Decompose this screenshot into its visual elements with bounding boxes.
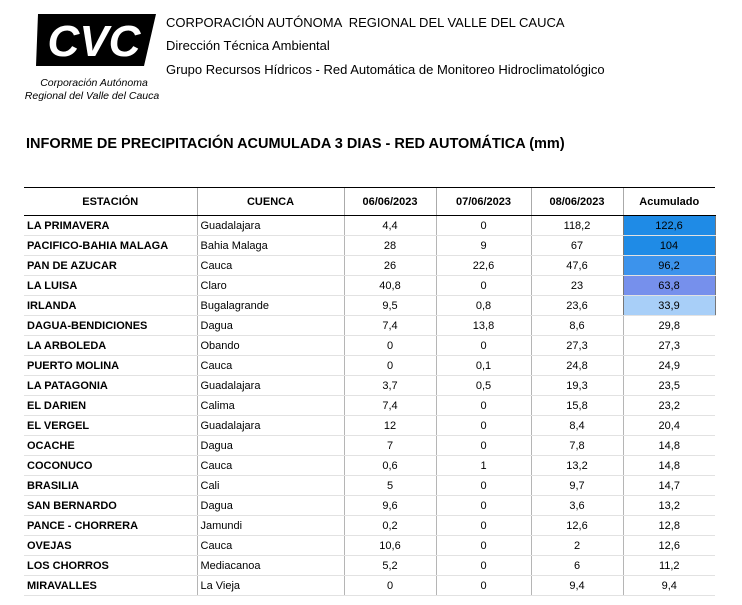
station-cell: PAN DE AZUCAR (24, 256, 197, 276)
table-row (24, 376, 715, 396)
day1-cell: 7,4 (344, 316, 436, 336)
accumulated-cell: 27,3 (623, 336, 715, 356)
basin-cell: Dagua (197, 316, 344, 336)
day1-cell: 9,6 (344, 496, 436, 516)
day1-cell: 28 (344, 236, 436, 256)
day1-cell: 5 (344, 476, 436, 496)
table-row (24, 276, 715, 296)
day3-cell: 19,3 (531, 376, 623, 396)
column-header-station: ESTACIÓN (24, 188, 197, 216)
logo-mark-text: CVC (47, 17, 141, 66)
cvc-logo (24, 8, 160, 104)
report-title: INFORME DE PRECIPITACIÓN ACUMULADA 3 DIAS - RED AUTOMÁTICA (mm) (26, 136, 565, 152)
table-row (24, 316, 715, 336)
station-cell: EL VERGEL (24, 416, 197, 436)
table-row (24, 416, 715, 436)
basin-cell: Cauca (197, 536, 344, 556)
basin-cell: Calima (197, 396, 344, 416)
day3-cell: 67 (531, 236, 623, 256)
direction-name: Dirección Técnica Ambiental (166, 38, 330, 53)
day2-cell: 13,8 (436, 316, 531, 336)
column-header-date-3: 08/06/2023 (531, 188, 623, 216)
basin-cell: Cali (197, 476, 344, 496)
day3-cell: 9,4 (531, 576, 623, 596)
station-cell: PANCE - CHORRERA (24, 516, 197, 536)
basin-cell: Dagua (197, 436, 344, 456)
station-cell: EL DARIEN (24, 396, 197, 416)
day3-cell: 3,6 (531, 496, 623, 516)
day1-cell: 7,4 (344, 396, 436, 416)
day2-cell: 0 (436, 216, 531, 236)
logo-subtitle-line1: Corporación Autónoma (40, 77, 148, 89)
day3-cell: 24,8 (531, 356, 623, 376)
station-cell: LA PATAGONIA (24, 376, 197, 396)
table-row (24, 236, 715, 256)
day3-cell: 23,6 (531, 296, 623, 316)
day3-cell: 15,8 (531, 396, 623, 416)
day2-cell: 0,8 (436, 296, 531, 316)
day3-cell: 13,2 (531, 456, 623, 476)
table-row (24, 436, 715, 456)
day2-cell: 0 (436, 396, 531, 416)
day3-cell: 12,6 (531, 516, 623, 536)
basin-cell: Guadalajara (197, 416, 344, 436)
day2-cell: 0 (436, 336, 531, 356)
column-header-basin: CUENCA (197, 188, 344, 216)
day3-cell: 8,6 (531, 316, 623, 336)
day3-cell: 47,6 (531, 256, 623, 276)
accumulated-cell: 14,8 (623, 456, 715, 476)
table-row (24, 496, 715, 516)
day1-cell: 12 (344, 416, 436, 436)
day2-cell: 0 (436, 416, 531, 436)
table-row (24, 336, 715, 356)
day1-cell: 0 (344, 356, 436, 376)
table-row (24, 216, 715, 236)
station-cell: OVEJAS (24, 536, 197, 556)
table-header-row (24, 188, 715, 216)
day2-cell: 0 (436, 476, 531, 496)
accumulated-cell: 14,7 (623, 476, 715, 496)
basin-cell: Jamundi (197, 516, 344, 536)
station-cell: COCONUCO (24, 456, 197, 476)
column-header-date-1: 06/06/2023 (344, 188, 436, 216)
org-name: CORPORACIÓN AUTÓNOMA REGIONAL DEL VALLE DEL CAUCA (166, 15, 565, 30)
table-row (24, 576, 715, 596)
station-cell: PACIFICO-BAHIA MALAGA (24, 236, 197, 256)
day1-cell: 4,4 (344, 216, 436, 236)
day1-cell: 40,8 (344, 276, 436, 296)
station-cell: DAGUA-BENDICIONES (24, 316, 197, 336)
day1-cell: 7 (344, 436, 436, 456)
accumulated-cell: 96,2 (623, 256, 715, 276)
accumulated-cell: 20,4 (623, 416, 715, 436)
station-cell: OCACHE (24, 436, 197, 456)
basin-cell: Claro (197, 276, 344, 296)
day2-cell: 0 (436, 276, 531, 296)
precipitation-table (24, 187, 716, 596)
day1-cell: 26 (344, 256, 436, 276)
basin-cell: La Vieja (197, 576, 344, 596)
day1-cell: 0 (344, 576, 436, 596)
day1-cell: 5,2 (344, 556, 436, 576)
accumulated-cell: 122,6 (623, 216, 715, 236)
accumulated-cell: 23,2 (623, 396, 715, 416)
day1-cell: 10,6 (344, 536, 436, 556)
station-cell: LA PRIMAVERA (24, 216, 197, 236)
day2-cell: 0 (436, 496, 531, 516)
day2-cell: 0,5 (436, 376, 531, 396)
logo-subtitle-line2: Regional del Valle del Cauca (24, 90, 160, 102)
station-cell: MIRAVALLES (24, 576, 197, 596)
day2-cell: 0 (436, 576, 531, 596)
day2-cell: 0 (436, 436, 531, 456)
station-cell: PUERTO MOLINA (24, 356, 197, 376)
station-cell: LA LUISA (24, 276, 197, 296)
day1-cell: 9,5 (344, 296, 436, 316)
accumulated-cell: 29,8 (623, 316, 715, 336)
station-cell: LA ARBOLEDA (24, 336, 197, 356)
day3-cell: 8,4 (531, 416, 623, 436)
accumulated-cell: 11,2 (623, 556, 715, 576)
day2-cell: 0,1 (436, 356, 531, 376)
accumulated-cell: 104 (623, 236, 715, 256)
accumulated-cell: 12,6 (623, 536, 715, 556)
column-header-accumulated: Acumulado (623, 188, 715, 216)
accumulated-cell: 23,5 (623, 376, 715, 396)
day2-cell: 0 (436, 536, 531, 556)
table-row (24, 356, 715, 376)
station-cell: LOS CHORROS (24, 556, 197, 576)
basin-cell: Bugalagrande (197, 296, 344, 316)
basin-cell: Obando (197, 336, 344, 356)
accumulated-cell: 63,8 (623, 276, 715, 296)
day1-cell: 3,7 (344, 376, 436, 396)
accumulated-cell: 33,9 (623, 296, 715, 316)
accumulated-cell: 14,8 (623, 436, 715, 456)
table-row (24, 536, 715, 556)
day1-cell: 0,2 (344, 516, 436, 536)
cvc-logo-mark (32, 8, 160, 74)
accumulated-cell: 12,8 (623, 516, 715, 536)
day3-cell: 2 (531, 536, 623, 556)
day2-cell: 0 (436, 556, 531, 576)
day3-cell: 23 (531, 276, 623, 296)
station-cell: SAN BERNARDO (24, 496, 197, 516)
day2-cell: 22,6 (436, 256, 531, 276)
day1-cell: 0 (344, 336, 436, 356)
day3-cell: 118,2 (531, 216, 623, 236)
column-header-date-2: 07/06/2023 (436, 188, 531, 216)
table-row (24, 256, 715, 276)
basin-cell: Cauca (197, 356, 344, 376)
basin-cell: Cauca (197, 456, 344, 476)
station-cell: BRASILIA (24, 476, 197, 496)
day2-cell: 1 (436, 456, 531, 476)
accumulated-cell: 13,2 (623, 496, 715, 516)
table-row (24, 556, 715, 576)
station-cell: IRLANDA (24, 296, 197, 316)
day1-cell: 0,6 (344, 456, 436, 476)
basin-cell: Cauca (197, 256, 344, 276)
day2-cell: 9 (436, 236, 531, 256)
basin-cell: Mediacanoa (197, 556, 344, 576)
accumulated-cell: 9,4 (623, 576, 715, 596)
basin-cell: Guadalajara (197, 216, 344, 236)
day3-cell: 6 (531, 556, 623, 576)
table-row (24, 516, 715, 536)
day3-cell: 7,8 (531, 436, 623, 456)
basin-cell: Guadalajara (197, 376, 344, 396)
day2-cell: 0 (436, 516, 531, 536)
accumulated-cell: 24,9 (623, 356, 715, 376)
day3-cell: 9,7 (531, 476, 623, 496)
table-row (24, 296, 715, 316)
table-row (24, 476, 715, 496)
day3-cell: 27,3 (531, 336, 623, 356)
basin-cell: Bahia Malaga (197, 236, 344, 256)
group-name: Grupo Recursos Hídricos - Red Automática de Monitoreo Hidroclimatológico (166, 62, 605, 77)
basin-cell: Dagua (197, 496, 344, 516)
table-row (24, 396, 715, 416)
table-row (24, 456, 715, 476)
